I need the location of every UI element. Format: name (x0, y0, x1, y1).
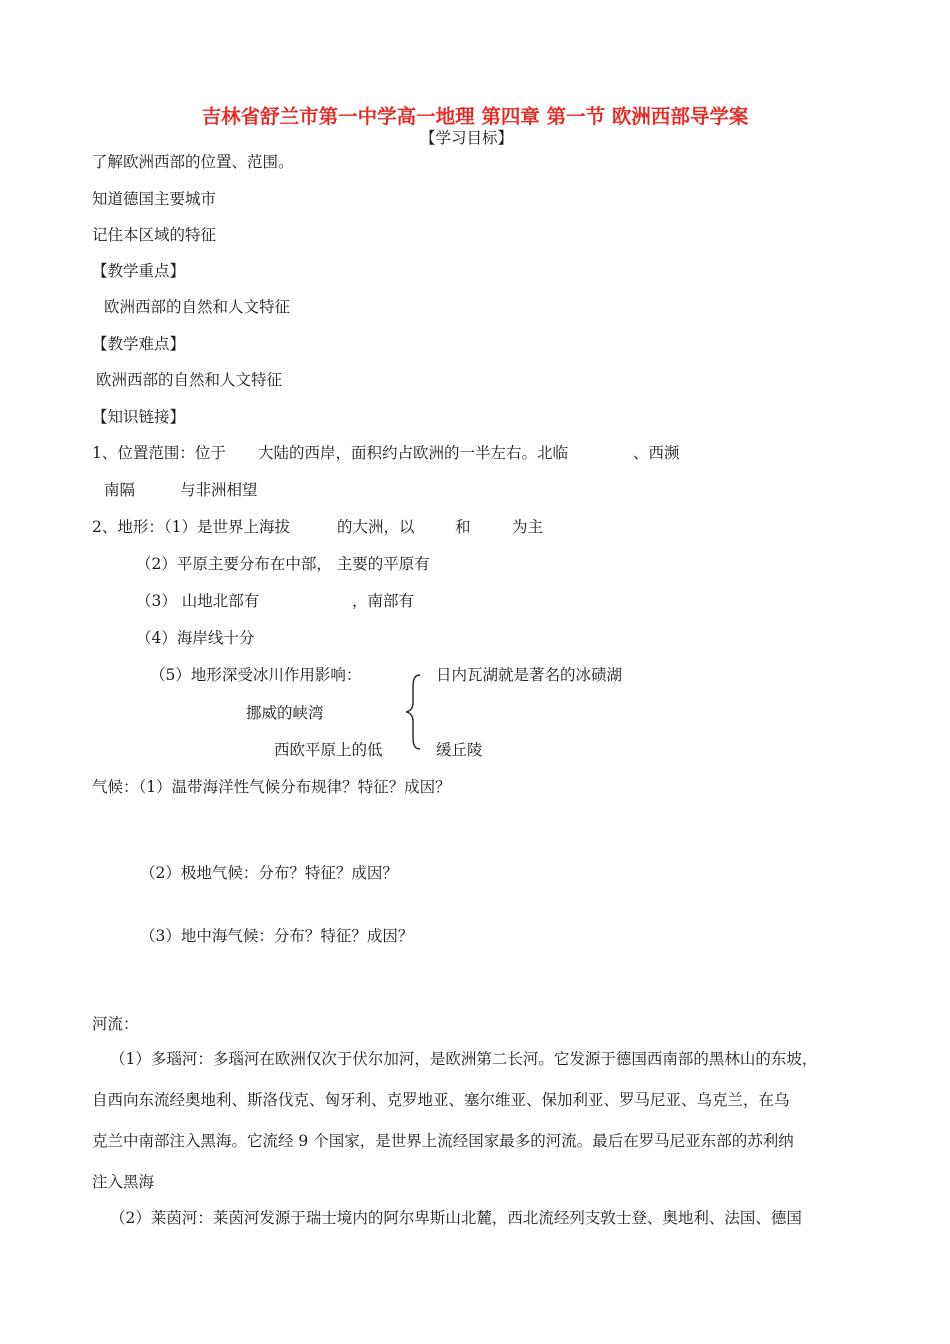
curly-brace-icon (402, 672, 424, 752)
location-text: 、西濒 (633, 444, 680, 462)
river-text: （1）多瑙河：多瑙河在欧洲仅次于伏尔加河，是欧洲第二长河。它发源于德国西南部的黑林山的东坡， (110, 1050, 818, 1068)
rivers-heading: 河流： (92, 1015, 139, 1033)
climate-text: （2）极地气候：分布？特征？成因？ (140, 864, 398, 882)
climate-text: 气候：（1）温带海洋性气候分布规律？特征？成因？ (92, 778, 451, 796)
terrain-text: （4）海岸线十分 (136, 629, 255, 647)
goal-item: 知道德国主要城市 (92, 190, 217, 208)
terrain-text: 和 (455, 518, 471, 536)
terrain-text: 的大洲，以 (337, 518, 415, 536)
key-heading: 【教学重点】 (92, 262, 186, 280)
terrain-text: 缓丘陵 (436, 741, 483, 759)
key-text: 欧洲西部的自然和人文特征 (104, 298, 291, 316)
terrain-text: （3） 山地北部有 (136, 592, 260, 610)
document-title: 吉林省舒兰市第一中学高一地理 第四章 第一节 欧洲西部导学案 (201, 105, 749, 128)
climate-text: （3）地中海气候：分布？特征？成因？ (140, 927, 414, 945)
river-text: 注入黑海 (92, 1173, 155, 1191)
terrain-text: ，南部有 (352, 592, 415, 610)
location-text: 1、位置范围：位于 (92, 444, 226, 462)
location-text: 南隔 (104, 481, 136, 499)
goal-item: 了解欧洲西部的位置、范围。 (92, 153, 294, 171)
terrain-text: 挪威的峡湾 (246, 704, 324, 722)
difficult-heading: 【教学难点】 (92, 335, 186, 353)
link-heading: 【知识链接】 (92, 408, 186, 426)
location-text: 大陆的西岸，面积约占欧洲的一半左右。北临 (258, 444, 569, 462)
terrain-text: （2）平原主要分布在中部， 主要的平原有 (136, 555, 430, 573)
difficult-text: 欧洲西部的自然和人文特征 (96, 371, 283, 389)
terrain-text: 为主 (512, 518, 544, 536)
river-text: 克兰中南部注入黑海。它流经 9 个国家，是世界上流经国家最多的河流。最后在罗马尼亚东部的苏利纳 (92, 1132, 794, 1150)
goals-heading: 【学习目标】 (420, 129, 514, 147)
terrain-text: 西欧平原上的低 (274, 741, 383, 759)
terrain-text: 日内瓦湖就是著名的冰碛湖 (436, 666, 623, 684)
river-text: 自西向东流经奥地利、斯洛伐克、匈牙利、克罗地亚、塞尔维亚、保加利亚、罗马尼亚、乌克兰，在乌 (92, 1091, 790, 1109)
terrain-text: 2、地形：（1）是世界上海拔 (92, 518, 290, 536)
terrain-text: （5）地形深受冰川作用影响： (150, 666, 362, 684)
location-text: 与非洲相望 (180, 481, 258, 499)
river-text: （2）莱茵河：莱茵河发源于瑞士境内的阿尔卑斯山北麓，西北流经列支敦士登、奥地利、法国、德国 (110, 1209, 802, 1227)
goal-item: 记住本区域的特征 (92, 226, 217, 244)
